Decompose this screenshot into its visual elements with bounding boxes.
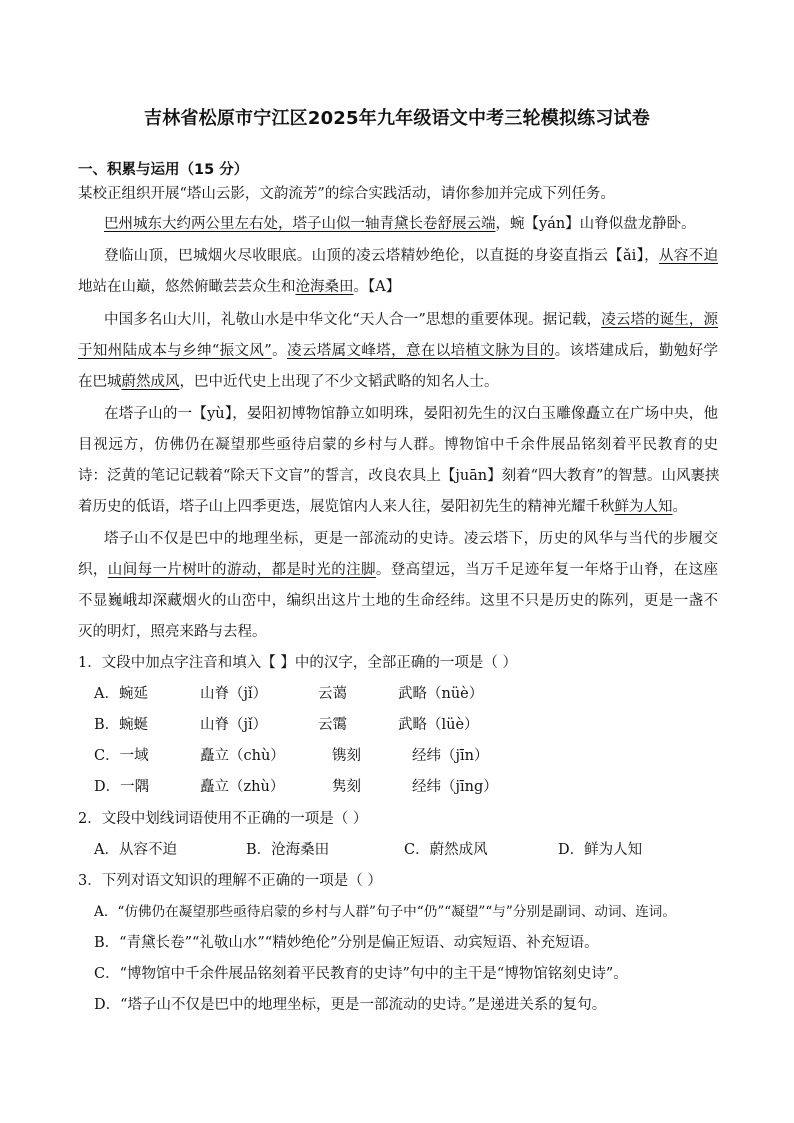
paragraph-2-line-2 bbox=[78, 277, 718, 297]
option-cell: 云霭 bbox=[318, 717, 347, 733]
paragraph-1 bbox=[104, 214, 718, 234]
question-3-stem: 3．下列对语文知识的理解不正确的一项是（ ） bbox=[78, 873, 382, 889]
question-3-option-b[interactable]: B．“青黛长卷”“礼敬山水”“精妙绝伦”分别是偏正短语、动宾短语、补充短语。 bbox=[94, 935, 599, 951]
text-run: ，巴中近代史上出现了不少文韬武略的知名人士。 bbox=[179, 374, 499, 390]
paragraph-2-line-1 bbox=[104, 246, 718, 266]
option-cell: 武略（nüè） bbox=[398, 686, 484, 702]
paragraph-5-line-3: 不显巍峨却深藏烟火的山峦中，编织出这片土地的生命经纬。这里不只是历史的陈列，更是一盏不 bbox=[78, 593, 718, 609]
question-2-option-a[interactable]: A．从容不迫 bbox=[94, 842, 177, 858]
option-cell: 武略（lüè） bbox=[398, 717, 479, 733]
paragraph-5-line-2 bbox=[78, 560, 718, 580]
intro-text: 某校正组织开展“塔山云影，文韵流芳”的综合实践活动，请你参加并完成下列任务。 bbox=[78, 186, 615, 202]
question-3-option-d[interactable]: D．“塔子山不仅是巴中的地理坐标，更是一部流动的史诗。”是递进关系的复句。 bbox=[94, 997, 607, 1013]
paragraph-3-line-1 bbox=[104, 310, 718, 330]
text-run: 着历史的低语，塔子山上四季更迭，展览馆内人来人往，晏阳初先生的精神光耀千秋 bbox=[78, 499, 615, 515]
underlined-phrase: 于知州陆成本与乡绅“振文风” bbox=[78, 343, 272, 359]
question-3-option-c[interactable]: C．“博物馆中千余件展品铭刻着平民教育的史诗”句中的主干是“博物馆铭刻史诗”。 bbox=[94, 966, 628, 982]
text-run: 。 bbox=[672, 499, 687, 515]
text-run: ，蜿【yán】山脊似盘龙静卧。 bbox=[495, 216, 696, 232]
text-run: 地站在山巅，悠然俯瞰芸芸众生和 bbox=[78, 279, 296, 295]
page-title: 吉林省松原市宁江区2025年九年级语文中考三轮模拟练习试卷 bbox=[144, 108, 650, 129]
paragraph-3-line-3 bbox=[78, 372, 718, 392]
underlined-phrase: 巴州城东大约两公里左右处，塔子山似一轴青黛长卷舒展云端 bbox=[104, 216, 496, 232]
text-run: 中国多名山大川，礼敬山水是中华文化“天人合一”思想的重要体现。据记载， bbox=[104, 312, 602, 328]
option-cell: D．一隅 bbox=[94, 779, 150, 795]
underlined-phrase: 鲜为人知 bbox=[614, 499, 673, 515]
paragraph-5-line-4: 灭的明灯，照亮来路与去程。 bbox=[78, 624, 267, 640]
question-1-stem: 1．文段中加点字注音和填入【 】中的汉字，全部正确的一项是（ ） bbox=[78, 655, 517, 671]
question-3-option-a[interactable]: A．“仿佛仍在凝望那些亟待启蒙的乡村与人群”句子中“仍”“凝望”“与”分别是副词、动词、连词。 bbox=[94, 904, 676, 920]
underlined-phrase: 凌云塔的诞生，源 bbox=[601, 312, 718, 328]
paragraph-4-line-4 bbox=[78, 497, 718, 517]
paragraph-4-line-3: 诗：泛黄的笔记记载着“除天下文盲”的誓言，改良农具上【juān】刻着“四大教育”的智慧。山风裹挟 bbox=[78, 468, 720, 484]
paragraph-4-line-1: 在塔子山的一【yù】，晏阳初博物馆静立如明珠，晏阳初先生的汉白玉雕像矗立在广场中央，他 bbox=[104, 406, 718, 422]
text-run: 登临山顶，巴城烟火尽收眼底。山顶的凌云塔精妙绝伦，以直挺的身姿直指云【ǎi】， bbox=[104, 248, 660, 264]
paragraph-3-line-2 bbox=[78, 341, 718, 361]
option-cell: 云蔼 bbox=[318, 686, 347, 702]
text-run: 在巴城 bbox=[78, 374, 122, 390]
option-cell: 隽刻 bbox=[332, 779, 361, 795]
underlined-phrase: 蔚然成风 bbox=[121, 374, 180, 390]
underlined-phrase: 山间每一片树叶的游动，都是时光的注脚 bbox=[107, 562, 376, 578]
question-2-option-d[interactable]: D．鲜为人知 bbox=[558, 842, 643, 858]
option-cell: 矗立（chù） bbox=[200, 748, 285, 764]
option-cell: B．蜿蜒 bbox=[94, 717, 149, 733]
option-cell: 经纬（jīn） bbox=[412, 748, 489, 764]
question-2-option-b[interactable]: B．沧海桑田 bbox=[246, 842, 330, 858]
text-run: 。该塔建成后，勤勉好学 bbox=[554, 343, 719, 359]
option-cell: 经纬（jīng） bbox=[412, 779, 498, 795]
text-run: 。【A】 bbox=[353, 279, 401, 295]
question-2-stem: 2．文段中划线词语使用不正确的一项是（ ） bbox=[78, 811, 368, 827]
option-cell: 镌刻 bbox=[332, 748, 361, 764]
section-heading: 一、积累与运用（15 分） bbox=[78, 162, 249, 178]
option-cell: C．一域 bbox=[94, 748, 149, 764]
option-cell: 山脊（jǐ） bbox=[200, 717, 268, 733]
underlined-phrase: 凌云塔属文峰塔，意在以培植文脉为目的 bbox=[286, 343, 555, 359]
option-cell: A．蜿延 bbox=[94, 686, 148, 702]
option-cell: 矗立（zhù） bbox=[200, 779, 285, 795]
paragraph-5-line-1: 塔子山不仅是巴中的地理坐标，更是一部流动的史诗。凌云塔下，历史的风华与当代的步履交 bbox=[104, 531, 718, 547]
option-cell: 山脊（jǐ） bbox=[200, 686, 268, 702]
paragraph-4-line-2: 目视远方，仿佛仍在凝望那些亟待启蒙的乡村与人群。博物馆中千余件展品铭刻着平民教育的史 bbox=[78, 437, 718, 453]
text-run: 。登高望远，当万千足迹年复一年烙于山脊，在这座 bbox=[375, 562, 719, 578]
text-run: 织， bbox=[78, 562, 108, 578]
text-run: 。 bbox=[271, 343, 287, 359]
question-2-option-c[interactable]: C．蔚然成风 bbox=[404, 842, 488, 858]
underlined-phrase: 沧海桑田 bbox=[295, 279, 354, 295]
underlined-phrase: 从容不迫 bbox=[659, 248, 719, 264]
